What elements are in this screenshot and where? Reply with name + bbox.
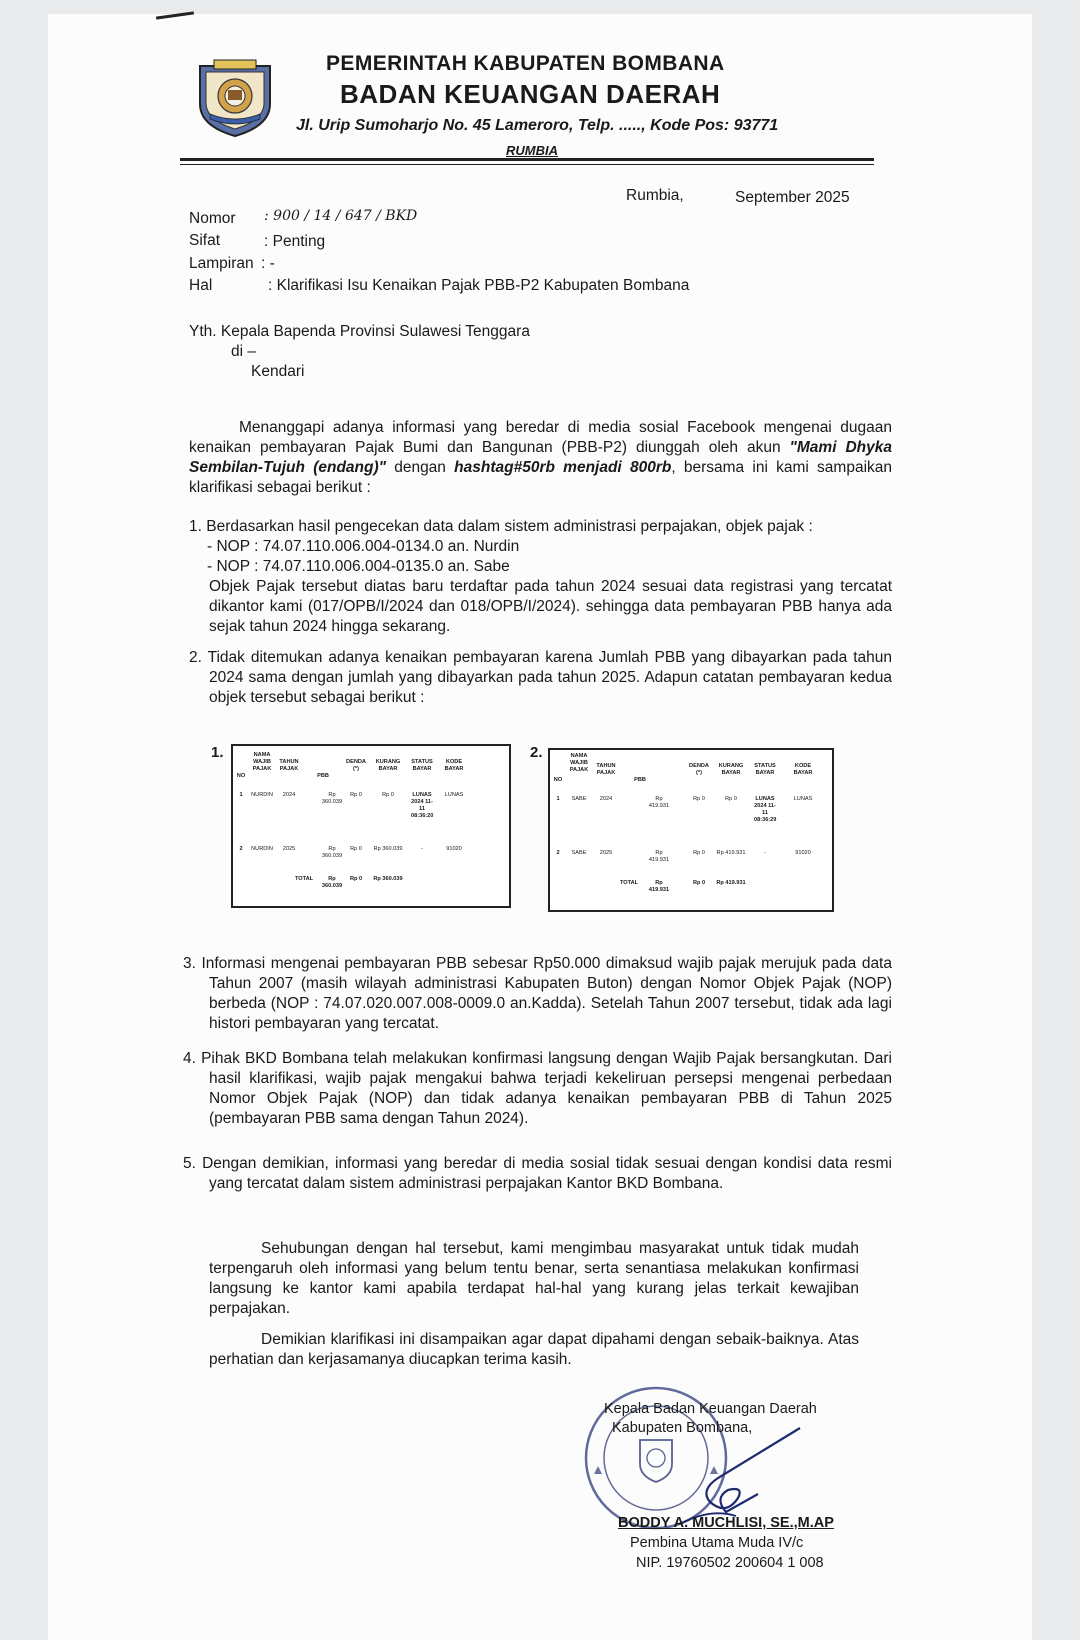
cell: Rp 0 <box>382 792 394 798</box>
point-1-nop-1: - NOP : 74.07.110.006.004-0134.0 an. Nurdin <box>207 538 520 555</box>
col-denda: DENDA (*) <box>346 759 366 772</box>
header-agency: BADAN KEUANGAN DAERAH <box>340 79 721 109</box>
cell: 1 <box>556 796 560 802</box>
point-2: 2. Tidak ditemukan adanya kenaikan pembayaran karena Jumlah PBB yang dibayarkan pada tahun 2024 sama dengan jumlah yang dibayarkan pada tahun 2025. Adapun catatan pembayaran kedua objek tersebut sebagai berikut : <box>189 649 892 706</box>
cell: LUNAS 2024 11-11 08:36:20 <box>411 792 434 819</box>
cell: NURDIN <box>251 846 273 852</box>
signatory-title-1: Kepala Badan Keuangan Daerah <box>604 1401 817 1417</box>
table-2-number: 2. <box>530 744 543 761</box>
intro-part2: dengan <box>385 459 455 476</box>
col-nama: NAMA WAJIB PAJAK <box>569 753 589 773</box>
col-tahun: TAHUN PAJAK <box>279 759 299 772</box>
total-denda: Rp 0 <box>692 880 706 886</box>
cell: Rp 0 <box>350 792 362 798</box>
total-pbb: Rp 419.931 <box>648 880 670 893</box>
point-1-lead: 1. Berdasarkan hasil pengecekan data dalam sistem administrasi perpajakan, objek pajak : <box>189 518 813 535</box>
header-address: Jl. Urip Sumoharjo No. 45 Lameroro, Telp. ....., Kode Pos: 93771 <box>296 117 779 134</box>
total-pbb: Rp 360.039 <box>321 876 343 889</box>
col-tahun: TAHUN PAJAK <box>596 763 616 776</box>
col-status: STATUS BAYAR <box>754 763 776 776</box>
date-month-year: September 2025 <box>735 189 850 206</box>
cell: Rp 360.039 <box>321 792 343 805</box>
col-kode: KODE BAYAR <box>793 763 813 776</box>
total-label: TOTAL <box>619 880 639 886</box>
hal-label: Hal <box>189 277 213 294</box>
total-kurang: Rp 360.039 <box>373 876 403 882</box>
col-pbb: PBB <box>317 773 329 779</box>
cell: 2 <box>239 846 243 852</box>
cell: 91020 <box>446 846 462 852</box>
recipient-title: Yth. Kepala Bapenda Provinsi Sulawesi Tenggara <box>189 323 530 340</box>
col-no: NO <box>553 777 563 783</box>
col-denda: DENDA (*) <box>689 763 709 776</box>
cell: LUNAS 2024 11-11 08:36:29 <box>754 796 777 823</box>
col-kurang: KURANG BAYAR <box>375 759 401 772</box>
intro-account: "Mami Dhyka Sembilan-Tujuh (endang)" <box>189 439 892 476</box>
intro-part1: Menanggapi adanya informasi yang beredar di media sosial Facebook mengenai dugaan kenaikan pembayaran Pajak Bumi dan Bangunan (PBB-P2) diunggah oleh akun <box>189 419 892 456</box>
header-rule-thick <box>180 158 874 161</box>
col-kurang: KURANG BAYAR <box>718 763 744 776</box>
lampiran-value: : - <box>261 255 275 272</box>
col-nama: NAMA WAJIB PAJAK <box>252 752 272 772</box>
signatory-nip: NIP. 19760502 200604 1 008 <box>636 1555 824 1571</box>
cell: SABE <box>571 850 587 856</box>
cell: 2025 <box>599 850 613 856</box>
total-kurang: Rp 419.931 <box>716 880 746 886</box>
nomor-value: : 900 / 14 / 647 / BKD <box>264 208 418 224</box>
header-government: PEMERINTAH KABUPATEN BOMBANA <box>326 52 725 75</box>
header-rule-thin <box>180 164 874 165</box>
lampiran-label: Lampiran <box>189 255 254 272</box>
point-3: 3. Informasi mengenai pembayaran PBB sebesar Rp50.000 dimaksud wajib pajak merujuk pada data Tahun 2007 (masih wilayah administrasi Kabupaten Buton) dengan Nomor Objek Pajak (NOP) berbeda (NOP : 74.07.020.007.008-0009.0 an.Kadda). Setelah Tahun 2007 tersebut, tidak ada lagi histori pembayaran yang tercatat. <box>183 955 892 1032</box>
recipient-di: di – <box>231 343 256 360</box>
col-kode: KODE BAYAR <box>444 759 464 772</box>
cell: Rp 0 <box>350 846 362 852</box>
col-pbb: PBB <box>634 777 646 783</box>
intro-paragraph <box>189 418 892 498</box>
point-5: 5. Dengan demikian, informasi yang beredar di media sosial tidak sesuai dengan kondisi data resmi yang tercatat dalam sistem administrasi perpajakan Kantor BKD Bombana. <box>183 1155 892 1192</box>
bombana-regency-logo <box>192 52 278 138</box>
cell: LUNAS <box>444 792 464 798</box>
signatory-title-2: Kabupaten Bombana, <box>612 1420 753 1436</box>
intro-hashtag: hashtag#50rb menjadi 800rb <box>454 459 672 476</box>
header-city: RUMBIA <box>506 143 558 158</box>
table-1-number: 1. <box>211 744 224 761</box>
cell: 2024 <box>282 792 296 798</box>
sifat-label: Sifat <box>189 232 221 249</box>
payment-table-nurdin <box>231 744 511 908</box>
cell: Rp 419.931 <box>648 796 670 809</box>
point-1-body: Objek Pajak tersebut diatas baru terdaftar pada tahun 2024 sesuai data registrasi yang tercatat dikantor kami (017/OPB/I/2024 dan 018/OPB/I/2024). sehingga data pembayaran PBB hanya ada sejak tahun 2024 hingga sekarang. <box>209 578 892 635</box>
nomor-label: Nomor <box>189 210 236 227</box>
cell: Rp 0 <box>693 850 705 856</box>
cell: 2024 <box>599 796 613 802</box>
col-no: NO <box>236 773 246 779</box>
payment-table-sabe <box>548 748 834 912</box>
cell: Rp 360.039 <box>373 846 403 852</box>
cell: 91020 <box>795 850 811 856</box>
intro-part3: , bersama ini kami sampaikan klarifikasi sebagai berikut : <box>189 459 893 496</box>
cell: 1 <box>239 792 243 798</box>
total-denda: Rp 0 <box>349 876 363 882</box>
closing-paragraph-1: Sehubungan dengan hal tersebut, kami mengimbau masyarakat untuk tidak mudah terpengaruh oleh informasi yang belum tentu benar, serta senantiasa melakukan konfirmasi langsung ke kantor kami apabila terdapat hal-hal yang kurang jelas terkait kewajiban perpajakan. <box>209 1240 859 1317</box>
cell: SABE <box>571 796 587 802</box>
col-status: STATUS BAYAR <box>411 759 433 772</box>
cell: Rp 0 <box>693 796 705 802</box>
date-place: Rumbia, <box>626 187 684 204</box>
point-1-nop-2: - NOP : 74.07.110.006.004-0135.0 an. Sabe <box>207 558 510 575</box>
sifat-value: : Penting <box>264 233 326 250</box>
cell: LUNAS <box>793 796 813 802</box>
signatory-rank: Pembina Utama Muda IV/c <box>630 1535 804 1551</box>
cell: Rp 419.931 <box>716 850 746 856</box>
cell: NURDIN <box>251 792 273 798</box>
cell: 2 <box>556 850 560 856</box>
signatory-name: BODDY A. MUCHLISI, SE.,M.AP <box>618 1515 834 1531</box>
cell: Rp 360.039 <box>321 846 343 859</box>
recipient-city: Kendari <box>251 363 305 380</box>
cell: Rp 419.931 <box>648 850 670 863</box>
cell: Rp 0 <box>725 796 737 802</box>
cell: 2025 <box>282 846 296 852</box>
cell: - <box>421 846 423 852</box>
total-label: TOTAL <box>294 876 314 882</box>
hal-value: : Klarifikasi Isu Kenaikan Pajak PBB-P2 Kabupaten Bombana <box>268 277 690 294</box>
cell: - <box>764 850 766 856</box>
closing-paragraph-2: Demikian klarifikasi ini disampaikan agar dapat dipahami dengan sebaik-baiknya. Atas perhatian dan kerjasamanya diucapkan terima kasih. <box>209 1331 859 1368</box>
point-4: 4. Pihak BKD Bombana telah melakukan konfirmasi langsung dengan Wajib Pajak bersangkutan. Dari hasil klarifikasi, wajib pajak mengakui bahwa terjadi kekeliruan persepsi mengenai perbedaan Nomor Objek Pajak (NOP) dan tidak adanya kenaikan pembayaran PBB di Tahun 2025 (pembayaran PBB sama dengan Tahun 2024). <box>183 1050 892 1127</box>
